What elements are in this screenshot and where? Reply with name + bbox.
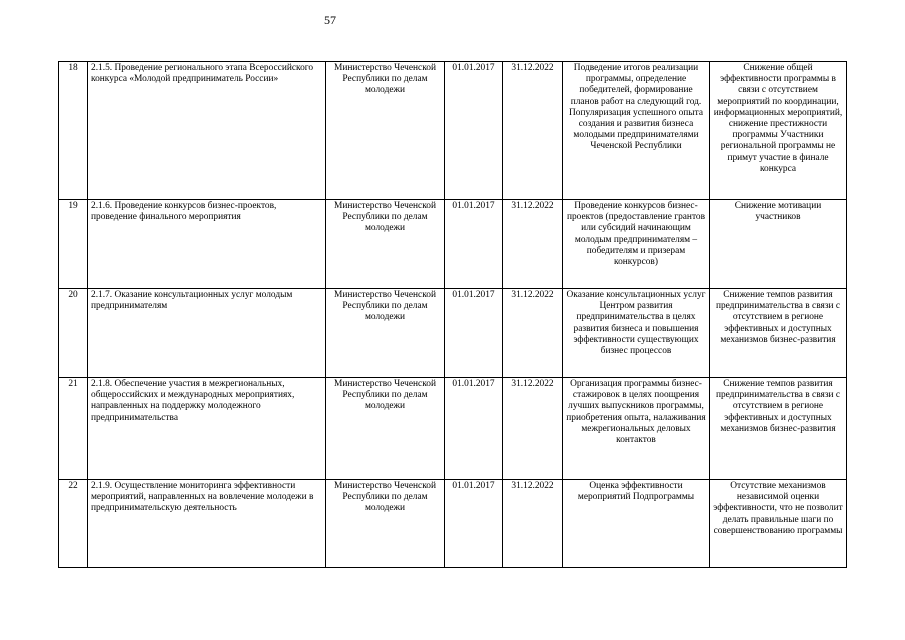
start-date: 01.01.2017: [445, 289, 503, 378]
start-date: 01.01.2017: [445, 480, 503, 568]
measure-name: 2.1.6. Проведение конкурсов бизнес-проектов, проведение финального мероприятия: [88, 200, 326, 289]
row-number: 22: [59, 480, 88, 568]
row-number: 21: [59, 378, 88, 480]
measure-name: 2.1.8. Обеспечение участия в межрегиональных, общероссийских и международных мероприятиях, направленных на поддержку молодежного предпринимательства: [88, 378, 326, 480]
responsible-executor: Министерство Чеченской Республики по делам молодежи: [326, 378, 445, 480]
end-date: 31.12.2022: [503, 480, 563, 568]
row-number: 19: [59, 200, 88, 289]
end-date: 31.12.2022: [503, 200, 563, 289]
table-row: [59, 289, 847, 378]
end-date: 31.12.2022: [503, 378, 563, 480]
responsible-executor: Министерство Чеченской Республики по делам молодежи: [326, 62, 445, 200]
measure-name: 2.1.5. Проведение регионального этапа Всероссийского конкурса «Молодой предприниматель России»: [88, 62, 326, 200]
measure-name: 2.1.7. Оказание консультационных услуг молодым предпринимателям: [88, 289, 326, 378]
measures-table: [58, 61, 847, 568]
expected-result: Оценка эффективности мероприятий Подпрограммы: [563, 480, 710, 568]
expected-result: Оказание консультационных услуг Центром развития предпринимательства в целях развития бизнеса и повышения эффективности существующих бизнес процессов: [563, 289, 710, 378]
row-number: 18: [59, 62, 88, 200]
consequence-of-nonimplementation: Снижение мотивации участников: [710, 200, 847, 289]
expected-result: Организация программы бизнес-стажировок в целях поощрения лучших выпускников программы, приобретения опыта, налаживания межрегиональных деловых контактов: [563, 378, 710, 480]
start-date: 01.01.2017: [445, 62, 503, 200]
row-number: 20: [59, 289, 88, 378]
expected-result: Подведение итогов реализации программы, определение победителей, формирование планов работ на следующий год. Популяризация успешного опыта создания и развития бизнеса молодыми предпринимателями Чеченской Республики: [563, 62, 710, 200]
table-row: [59, 62, 847, 200]
consequence-of-nonimplementation: Снижение темпов развития предпринимательства в связи с отсутствием в регионе эффективных и доступных механизмов бизнес-развития: [710, 378, 847, 480]
table-row: [59, 200, 847, 289]
start-date: 01.01.2017: [445, 378, 503, 480]
table-row: [59, 480, 847, 568]
page-number: 57: [324, 13, 336, 27]
responsible-executor: Министерство Чеченской Республики по делам молодежи: [326, 289, 445, 378]
responsible-executor: Министерство Чеченской Республики по делам молодежи: [326, 480, 445, 568]
responsible-executor: Министерство Чеченской Республики по делам молодежи: [326, 200, 445, 289]
consequence-of-nonimplementation: Снижение общей эффективности программы в связи с отсутствием мероприятий по координации, информационных мероприятий, снижение престижности программы Участники региональной программы не примут участие в финале конкурса: [710, 62, 847, 200]
end-date: 31.12.2022: [503, 62, 563, 200]
measure-name: 2.1.9. Осуществление мониторинга эффективности мероприятий, направленных на вовлечение молодежи в предпринимательскую деятельность: [88, 480, 326, 568]
table-row: [59, 378, 847, 480]
consequence-of-nonimplementation: Снижение темпов развития предпринимательства в связи с отсутствием в регионе эффективных и доступных механизмов бизнес-развития: [710, 289, 847, 378]
consequence-of-nonimplementation: Отсутствие механизмов независимой оценки эффективности, что не позволит делать правильные шаги по совершенствованию программы: [710, 480, 847, 568]
expected-result: Проведение конкурсов бизнес-проектов (предоставление грантов или субсидий начинающим молодым предпринимателям – победителям и призерам конкурсов): [563, 200, 710, 289]
start-date: 01.01.2017: [445, 200, 503, 289]
end-date: 31.12.2022: [503, 289, 563, 378]
